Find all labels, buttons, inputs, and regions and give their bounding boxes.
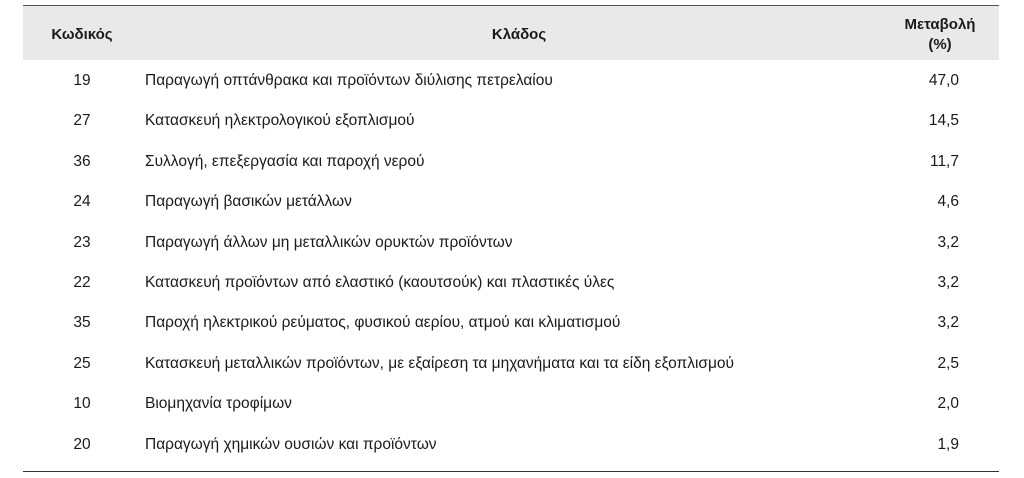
row-change: 47,0	[928, 72, 959, 89]
table-body	[23, 61, 999, 472]
table-row	[23, 182, 999, 222]
sector-change-table	[23, 5, 999, 472]
row-code: 35	[73, 314, 91, 332]
row-change: 11,7	[929, 152, 959, 170]
table-row	[23, 263, 999, 303]
row-change: 2,5	[937, 354, 959, 372]
row-change: 1,9	[937, 435, 959, 453]
row-code: 27	[73, 112, 91, 130]
row-code: 20	[73, 435, 91, 453]
row-code: 36	[73, 152, 91, 170]
row-change: 3,2	[937, 273, 959, 291]
header-change-unit: (%)	[928, 36, 952, 53]
table-row	[23, 101, 999, 141]
table-row	[23, 142, 999, 182]
row-sector: Παραγωγή βασικών μετάλλων	[145, 193, 352, 211]
row-code: 22	[73, 273, 91, 291]
row-code: 19	[73, 72, 91, 89]
row-change: 14,5	[928, 112, 959, 130]
table-header	[23, 5, 999, 60]
table-row	[23, 344, 999, 384]
row-sector: Κατασκευή μεταλλικών προϊόντων, με εξαίρεση τα μηχανήματα και τα είδη εξοπλισμού	[145, 354, 734, 372]
header-change-label: Μεταβολή	[904, 16, 976, 33]
row-sector: Παραγωγή οπτάνθρακα και προϊόντων διύλισης πετρελαίου	[145, 72, 553, 89]
row-code: 23	[73, 233, 91, 251]
row-sector: Συλλογή, επεξεργασία και παροχή νερού	[145, 152, 425, 170]
row-sector: Παραγωγή άλλων μη μεταλλικών ορυκτών προϊόντων	[145, 233, 513, 251]
row-change: 4,6	[937, 193, 959, 211]
row-sector: Βιομηχανία τροφίμων	[145, 395, 292, 413]
row-sector: Παροχή ηλεκτρικού ρεύματος, φυσικού αερίου, ατμού και κλιματισμού	[145, 314, 621, 332]
table-row	[23, 223, 999, 263]
table-row	[23, 384, 999, 424]
table-row	[23, 425, 999, 465]
row-code: 24	[73, 193, 91, 211]
row-sector: Παραγωγή χημικών ουσιών και προϊόντων	[145, 435, 437, 453]
table-row	[23, 61, 999, 101]
header-code: Κωδικός	[51, 26, 113, 43]
row-sector: Κατασκευή ηλεκτρολογικού εξοπλισμού	[145, 112, 415, 130]
row-change: 2,0	[937, 395, 959, 413]
header-change	[895, 15, 985, 55]
row-sector: Κατασκευή προϊόντων από ελαστικό (καουτσούκ) και πλαστικές ύλες	[145, 273, 615, 291]
header-sector: Κλάδος	[491, 26, 547, 43]
row-change: 3,2	[937, 233, 959, 251]
row-code: 10	[73, 395, 91, 413]
row-code: 25	[73, 354, 91, 372]
table-row	[23, 303, 999, 343]
row-change: 3,2	[937, 314, 959, 332]
